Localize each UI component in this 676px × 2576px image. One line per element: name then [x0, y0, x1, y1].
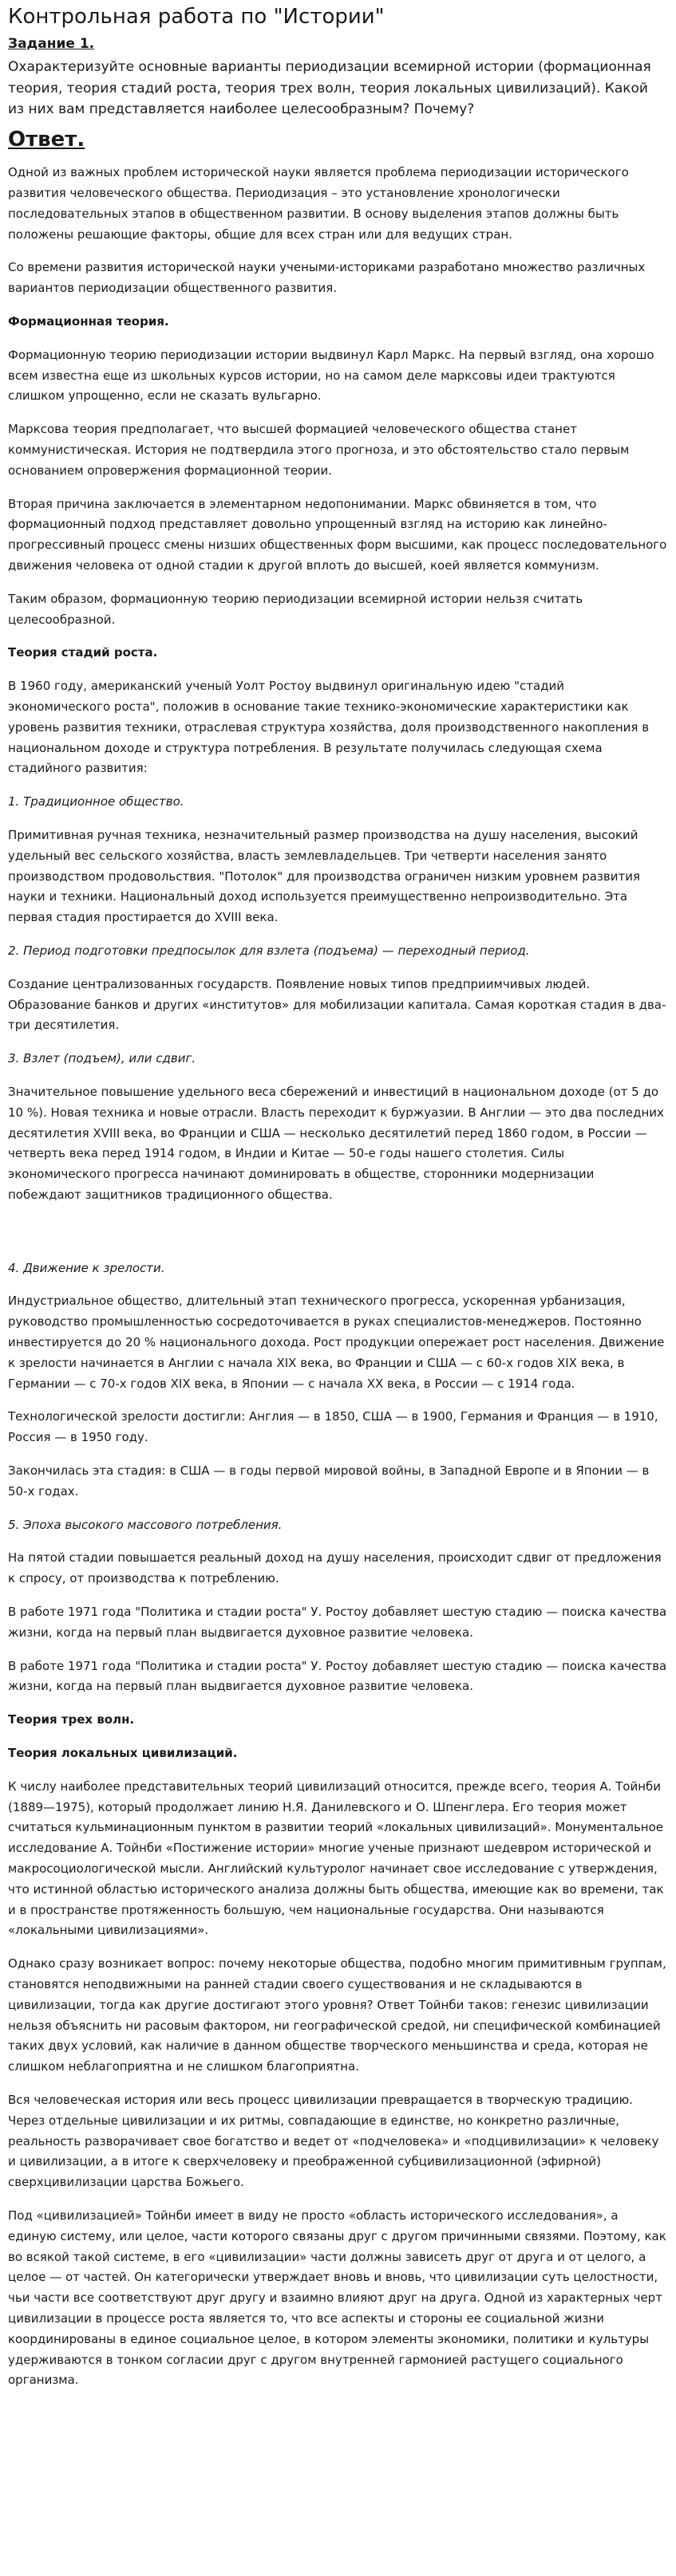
paragraph: Таким образом, формационную теорию периодизации всемирной истории нельзя считать целесообразной.: [8, 591, 583, 627]
paragraph: Одной из важных проблем исторической науки является проблема периодизации исторического развития человеческого общества. Периодизация – это установление хронологически последовательных этапов в общественном развитии. В основу выделения этапов должны быть положены решающие факторы, общие для всех стран или для ведущих стран.: [8, 165, 629, 242]
page-title: Контрольная работа по "Истории": [8, 5, 385, 29]
subsection-heading: 1. Традиционное общество.: [8, 794, 184, 809]
task-label: Задание 1.: [8, 36, 95, 53]
spacer: [8, 1219, 668, 1258]
paragraph: Примитивная ручная техника, незначительный размер производства на душу населения, высокий удельный вес сельского хозяйства, власть землевладельцев. Три четверти населения занято производством продовольствия. "Потолок" для производства ограничен низким уровнем развития науки и техники. Национальный доход используется преимущественно непроизводительно. Эта первая стадия простирается до XVIII века.: [8, 827, 640, 925]
section-heading: Теория стадий роста.: [8, 645, 158, 660]
paragraph: Закончилась эта стадия: в США — в годы первой мировой войны, в Западной Европе и в Японии — в 50-х годах.: [8, 1463, 650, 1499]
paragraph: Создание централизованных государств. Появление новых типов предприимчивых людей. Образование банков и других «институтов» для мобилизации капитала. Самая короткая стадия в два-три десятилетия.: [8, 976, 666, 1033]
paragraph: В работе 1971 года "Политика и стадии роста" У. Ростоу добавляет шестую стадию — поиска качества жизни, когда на первый план выдвигается духовное развитие человека.: [8, 1605, 667, 1640]
paragraph: Значительное повышение удельного веса сбережений и инвестиций в национальном доходе (от 5 до 10 %). Новая техника и новые отрасли. Власть переходит к буржуазии. В Англии — это два последних десятилетия XVIII века, во Франции и США — несколько десятилетий перед 1860 годом, в России — четверть века перед 1914 годом, в Индии и Китае — 50-е годы нашего столетия. Силы экономического прогресса начинают доминировать в обществе, сторонники модернизации побеждают защитников традиционного общества.: [8, 1084, 664, 1202]
paragraph: Вторая причина заключается в элементарном недопонимании. Маркс обвиняется в том, что формационный подход представляет довольно упрощенный взгляд на историю как линейно-прогрессивный процесс смены низших общественных форм высшими, как процесс последовательного движения человека от одной стадии к другой вплоть до высшей, коей является коммунизм.: [8, 496, 667, 573]
section-heading: Формационная теория.: [8, 314, 169, 329]
paragraph: Под «цивилизацией» Тойнби имеет в виду не просто «область исторического исследования», а единую систему, или целое, части которого связаны друг с другом причинными связями. Поэтому, как во всякой такой системе, в его «цивилизации» части должны зависеть друг от друга и от целого, а целое — от частей. Он категорически утверждает вновь и вновь, что цивилизации суть целостности, чьи части все соответствуют друг другу и взаимно влияют друг на друга. Одной из характерных черт цивилизации в процессе роста является то, что все аспекты и стороны ее социальной жизни координированы в единое социальное целое, в котором элементы экономики, политики и культуры удерживаются в тонком согласии друг с другом внутренней гармонией растущего социального организма.: [8, 2208, 666, 2388]
answer-body: [8, 163, 668, 2391]
paragraph: Вся человеческая история или весь процесс цивилизации превращается в творческую традицию. Через отдельные цивилизации и их ритмы, совпадающие в единстве, но конкретно различные, реальность разворачивает свое богатство и ведет от «подчеловека» и «подцивилизации» к человеку и цивилизации, а в итоге к сверхчеловеку и преображенной субцивилизационной (эфирной) сверхцивилизации царства Божьего.: [8, 2092, 659, 2190]
paragraph: К числу наиболее представительных теорий цивилизаций относится, прежде всего, теория А. Тойнби (1889—1975), который продолжает линию Н.Я. Данилевского и О. Шпенглера. Его теория может считаться кульминационным пунктом в развитии теорий «локальных цивилизаций». Монументальное исследование А. Тойнби «Постижение истории» многие ученые признают шедевром исторической и макросоциологической мысли. Английский культуролог начинает свое исследование с утверждения, что истинной областью исторического анализа должны быть общества, имеющие как во времени, так и в пространстве протяженность большую, чем национальные государства. Они называются «локальными цивилизациями».: [8, 1778, 664, 1938]
task-text: Охарактеризуйте основные варианты периодизации всемирной истории (формационная теория, теория стадий роста, теория трех волн, теория локальных цивилизаций). Какой из них вам представляется наиболее целесообразным? Почему?: [8, 59, 651, 117]
paragraph: На пятой стадии повышается реальный доход на душу населения, происходит сдвиг от предложения к спросу, от производства к потреблению.: [8, 1550, 662, 1586]
paragraph: Технологической зрелости достигли: Англия — в 1850, США — в 1900, Германия и Франция — в 1910, Россия — в 1950 году.: [8, 1409, 658, 1445]
paragraph: Однако сразу возникает вопрос: почему некоторые общества, подобно многим примитивным группам, становятся неподвижными на ранней стадии своего существования и не складываются в цивилизации, тогда как другие достигают этого уровня? Ответ Тойнби таков: генезис цивилизации нельзя объяснить ни расовым фактором, ни географической средой, ни специфической комбинацией таких двух условий, как наличие в данном обществе творческого меньшинства и среда, которая не слишком неблагоприятна и не слишком благоприятна.: [8, 1956, 666, 2074]
subsection-heading: 3. Взлет (подъем), или сдвиг.: [8, 1051, 196, 1066]
paragraph: Формационную теорию периодизации истории выдвинул Карл Маркс. На первый взгляд, она хорошо всем известна еще из школьных курсов истории, но на самом деле марксовы идеи трактуются слишком упрощенно, если не сказать вульгарно.: [8, 347, 654, 404]
subsection-heading: 4. Движение к зрелости.: [8, 1260, 165, 1275]
paragraph: В 1960 году, американский ученый Уолт Ростоу выдвинул оригинальную идею "стадий экономического роста", положив в основание такие технико-экономические характеристики как уровень развития техники, отраслевая структура хозяйства, доля производственного накопления в национальном доходе и структура потребления. В результате получилась следующая схема стадийного развития:: [8, 679, 650, 776]
subsection-heading: 5. Эпоха высокого массового потребления.: [8, 1517, 283, 1532]
paragraph: Марксова теория предполагает, что высшей формацией человеческого общества станет коммунистическая. История не подтвердила этого прогноза, и это обстоятельство стало первым основанием опровержения формационной теории.: [8, 422, 630, 478]
paragraph: Со времени развития исторической науки учеными-историками разработано множество различных вариантов периодизации общественного развития.: [8, 260, 646, 296]
section-heading: Теория трех волн.: [8, 1712, 135, 1727]
section-heading: Теория локальных цивилизаций.: [8, 1746, 238, 1761]
subsection-heading: 2. Период подготовки предпосылок для взлета (подъема) — переходный период.: [8, 943, 530, 958]
paragraph: Индустриальное общество, длительный этап технического прогресса, ускоренная урбанизация, руководство промышленностью сосредоточивается в руках специалистов-менеджеров. Постоянно инвестируется до 20 % национального дохода. Рост продукции опережает рост населения. Движение к зрелости начинается в Англии с начала XIX века, во Франции и США — с 60-х годов XIX века, в Германии — с 70-х годов XIX века, в Японии — с начала XX века, в России — с 1914 года.: [8, 1294, 665, 1391]
answer-heading: Ответ.: [8, 128, 85, 152]
paragraph: В работе 1971 года "Политика и стадии роста" У. Ростоу добавляет шестую стадию — поиска качества жизни, когда на первый план выдвигается духовное развитие человека.: [8, 1658, 667, 1694]
